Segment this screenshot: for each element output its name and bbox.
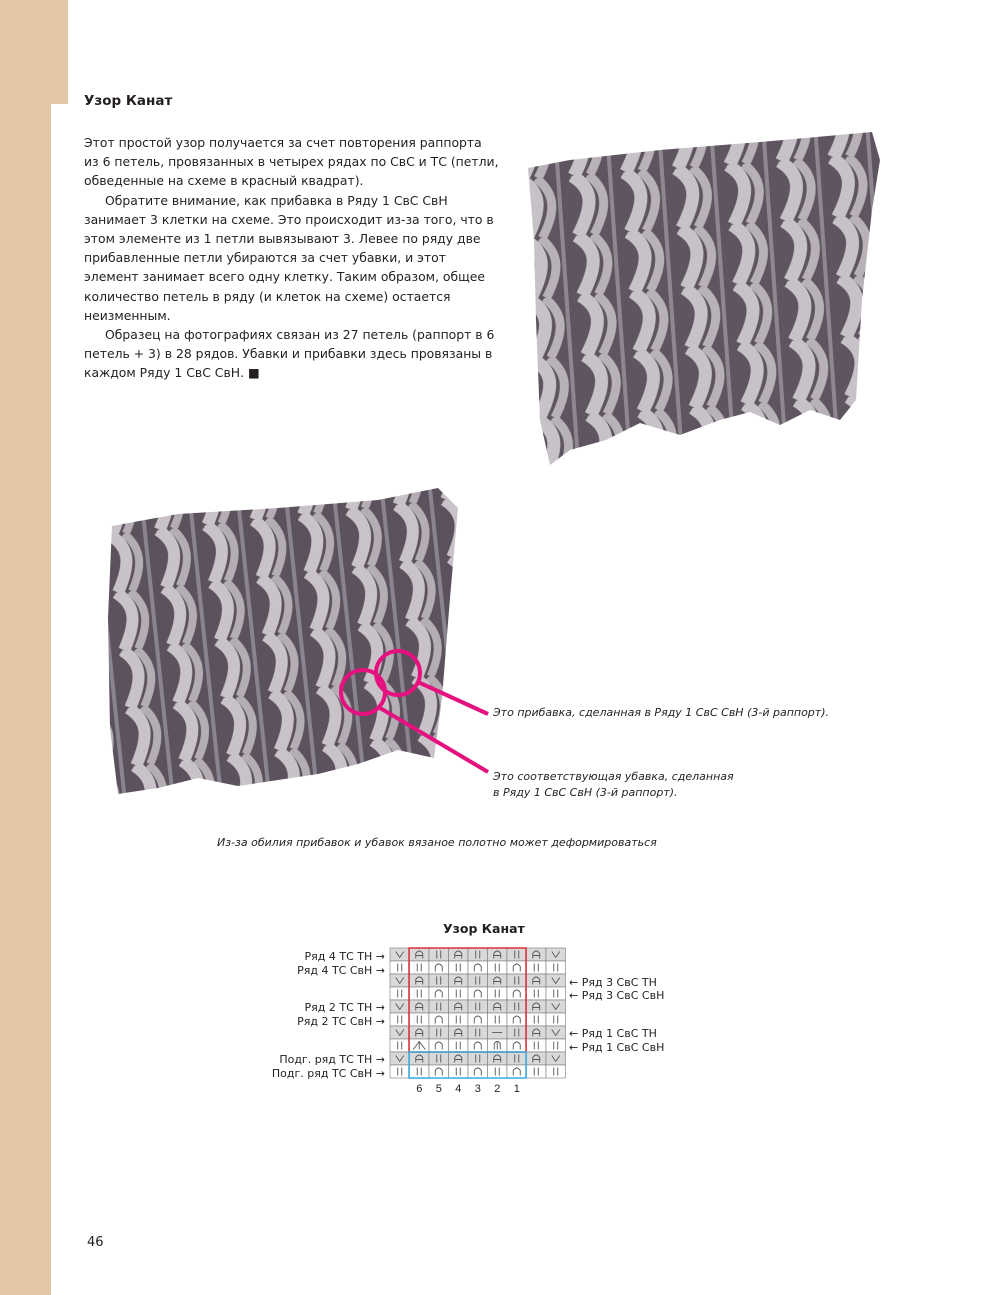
chart-cell	[390, 1065, 410, 1078]
chart-cell	[468, 1039, 488, 1052]
chart-cell	[468, 1013, 488, 1026]
column-number: 3	[474, 1083, 481, 1095]
chart-cell	[390, 948, 410, 961]
chart-cell	[429, 1039, 449, 1052]
chart-cell	[449, 1000, 469, 1013]
knit-swatch-photo-top	[510, 120, 890, 480]
chart-cell	[468, 948, 488, 961]
margin-color-strip-top	[0, 0, 68, 104]
paragraph-1: Этот простой узор получается за счет повторения раппорта из 6 петель, провязанных в четырех рядах по СвС и ТС (петли, обведенные на схеме в красный квадрат).	[84, 135, 499, 189]
body-text	[84, 133, 500, 383]
paragraph-2: Обратите внимание, как прибавка в Ряду 1 СвС СвН занимает 3 клетки на схеме. Это происходит из-за того, что в этом элементе из 1 петли вывязывают 3. Левее по ряду две прибавленные петли убираются за счет убавки, и этот элемент занимает всего одну клетку. Таким образом, общее количество петель в ряду (и клеток на схеме) остается неизменным.	[84, 192, 494, 323]
chart-cell	[527, 987, 547, 1000]
chart-cell	[410, 974, 430, 987]
paragraph-3: Образец на фотографиях связан из 27 петель (раппорт в 6 петель + 3) в 28 рядов. Убавки и прибавки здесь провязаны в каждом Ряду 1 СвС СвН. ■	[84, 327, 495, 381]
chart-cell	[410, 1000, 430, 1013]
chart-cell	[390, 974, 410, 987]
row-label-2-ws-wrong: Ряд 2 ТС ТН →	[304, 1001, 385, 1014]
row-label-3-rs-wrong: ← Ряд 3 СвС ТН	[569, 976, 657, 989]
row-label-setup-brioche: Подг. ряд ТС СвН →	[271, 1067, 385, 1080]
chart-cell	[429, 1026, 449, 1039]
row-label-1-rs-wrong: ← Ряд 1 СвС ТН	[569, 1027, 657, 1040]
chart-cell	[527, 961, 547, 974]
chart-cell	[546, 1013, 566, 1026]
chart-cell	[410, 987, 430, 1000]
callout-increase-text: Это прибавка, сделанная в Ряду 1 СвС СвН (3-й раппорт).	[493, 706, 829, 719]
chart-cell	[546, 1065, 566, 1078]
callout-decrease-line1: Это соответствующая убавка, сделанная	[493, 770, 734, 783]
chart-cell	[390, 1000, 410, 1013]
chart-cell	[507, 987, 527, 1000]
chart-cell	[507, 961, 527, 974]
chart-cell	[507, 1026, 527, 1039]
chart-cell	[546, 1039, 566, 1052]
chart-cell	[527, 1026, 547, 1039]
chart-cell	[429, 948, 449, 961]
chart-cell	[546, 948, 566, 961]
chart-cell	[410, 948, 430, 961]
chart-cell	[410, 1013, 430, 1026]
chart-cell	[488, 961, 508, 974]
chart-cell	[410, 1052, 430, 1065]
chart-cell	[527, 1013, 547, 1026]
chart-cell	[390, 1039, 410, 1052]
chart-cell	[390, 987, 410, 1000]
chart-cell	[429, 974, 449, 987]
chart-cell	[527, 1039, 547, 1052]
row-label-1-rs-brioche: ← Ряд 1 СвС СвН	[569, 1041, 665, 1054]
chart-cell	[468, 1065, 488, 1078]
knitting-chart	[380, 940, 580, 1100]
chart-cell	[488, 1013, 508, 1026]
column-number: 1	[513, 1083, 520, 1095]
chart-cell	[449, 1026, 469, 1039]
chart-cell	[468, 974, 488, 987]
chart-cell	[429, 1065, 449, 1078]
chart-cell	[429, 961, 449, 974]
chart-cell	[546, 974, 566, 987]
column-number: 2	[494, 1083, 501, 1095]
callout-decrease	[493, 769, 734, 801]
chart-cell	[488, 974, 508, 987]
chart-cell	[527, 1052, 547, 1065]
row-label-4-ws-brioche: Ряд 4 ТС СвН →	[297, 964, 385, 977]
row-label-4-ws-wrong: Ряд 4 ТС ТН →	[304, 950, 385, 963]
chart-cell	[390, 1026, 410, 1039]
page-title: Узор Канат	[84, 93, 173, 109]
chart-cell	[488, 987, 508, 1000]
chart-cell	[527, 974, 547, 987]
chart-cell	[488, 1052, 508, 1065]
chart-cell	[410, 961, 430, 974]
chart-cell	[449, 1039, 469, 1052]
chart-cell	[390, 1013, 410, 1026]
chart-cell	[546, 1026, 566, 1039]
callout-increase	[493, 705, 829, 721]
chart-cell	[527, 1065, 547, 1078]
chart-cell	[546, 1000, 566, 1013]
chart-cell	[449, 974, 469, 987]
chart-cell	[410, 1026, 430, 1039]
chart-cell	[390, 961, 410, 974]
chart-cell	[449, 961, 469, 974]
chart-cell	[468, 961, 488, 974]
chart-title: Узор Канат	[443, 921, 525, 936]
photo-caption: Из-за обилия прибавок и убавок вязаное полотно может деформироваться	[217, 836, 657, 849]
chart-cell	[468, 1026, 488, 1039]
column-number: 5	[435, 1083, 442, 1095]
chart-cell	[468, 1000, 488, 1013]
annotation-markers	[330, 640, 510, 780]
chart-cell	[449, 1013, 469, 1026]
chart-cell	[410, 1065, 430, 1078]
margin-color-strip	[0, 104, 51, 1295]
chart-cell	[507, 1013, 527, 1026]
row-label-3-rs-brioche: ← Ряд 3 СвС СвН	[569, 989, 665, 1002]
chart-cell	[546, 987, 566, 1000]
column-number: 4	[455, 1083, 462, 1095]
chart-cell	[429, 1052, 449, 1065]
chart-cell	[507, 974, 527, 987]
chart-cell	[507, 1000, 527, 1013]
callout-decrease-line2: в Ряду 1 СвС СвН (3-й раппорт).	[493, 786, 678, 799]
chart-cell	[468, 987, 488, 1000]
chart-cell	[449, 948, 469, 961]
chart-cell	[449, 1065, 469, 1078]
chart-cell	[449, 1052, 469, 1065]
chart-cell	[488, 948, 508, 961]
chart-cell	[468, 1052, 488, 1065]
chart-cell	[546, 1052, 566, 1065]
row-label-2-ws-brioche: Ряд 2 ТС СвН →	[297, 1015, 385, 1028]
chart-cell	[488, 1065, 508, 1078]
chart-cell	[527, 948, 547, 961]
row-label-setup-wrong: Подг. ряд ТС ТН →	[279, 1053, 385, 1066]
chart-cell	[507, 1052, 527, 1065]
chart-cell	[429, 1000, 449, 1013]
chart-cell	[507, 1039, 527, 1052]
chart-cell	[507, 1065, 527, 1078]
page-number: 46	[87, 1235, 104, 1250]
chart-cell	[527, 1000, 547, 1013]
column-number: 6	[416, 1083, 423, 1095]
chart-cell	[390, 1052, 410, 1065]
chart-cell	[449, 987, 469, 1000]
chart-cell	[429, 1013, 449, 1026]
chart-cell	[488, 1000, 508, 1013]
chart-cell	[507, 948, 527, 961]
chart-cell	[429, 987, 449, 1000]
chart-cell	[546, 961, 566, 974]
